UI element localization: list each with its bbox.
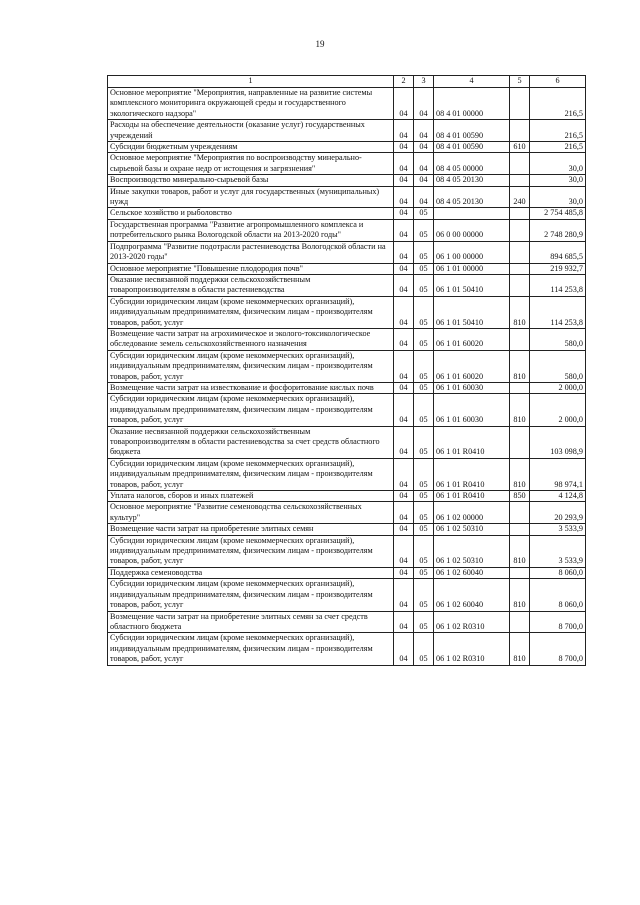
row-target-article-cell: 08 4 05 00000 bbox=[434, 153, 510, 175]
row-expense-type-cell bbox=[510, 611, 530, 633]
table-row bbox=[108, 524, 586, 535]
row-target-article-cell: 06 1 01 50410 bbox=[434, 296, 510, 328]
row-section-cell: 04 bbox=[394, 153, 414, 175]
row-target-article-cell: 08 4 01 00000 bbox=[434, 88, 510, 120]
table-row bbox=[108, 208, 586, 219]
row-sum-cell: 2 748 280,9 bbox=[530, 219, 586, 241]
row-target-article-cell: 06 1 01 60020 bbox=[434, 328, 510, 350]
row-sum-cell: 216,5 bbox=[530, 142, 586, 153]
row-sum-cell: 216,5 bbox=[530, 120, 586, 142]
row-section-cell: 04 bbox=[394, 186, 414, 208]
header-col-5: 5 bbox=[510, 76, 530, 88]
row-target-article-cell: 06 1 01 R0410 bbox=[434, 426, 510, 458]
row-sum-cell: 3 533,9 bbox=[530, 524, 586, 535]
row-subsection-cell: 04 bbox=[414, 142, 434, 153]
row-target-article-cell: 06 1 01 60030 bbox=[434, 394, 510, 426]
row-target-article-cell: 06 1 01 00000 bbox=[434, 263, 510, 274]
row-section-cell: 04 bbox=[394, 567, 414, 578]
row-subsection-cell: 05 bbox=[414, 524, 434, 535]
row-expense-type-cell bbox=[510, 524, 530, 535]
row-expense-type-cell bbox=[510, 219, 530, 241]
row-name-cell: Государственная программа "Развитие агропромышленного комплекса и потребительского рынка Вологодской области на 2013-2020 годы" bbox=[108, 219, 394, 241]
row-expense-type-cell: 810 bbox=[510, 579, 530, 611]
row-sum-cell: 2 000,0 bbox=[530, 382, 586, 393]
row-subsection-cell: 05 bbox=[414, 208, 434, 219]
table-row bbox=[108, 296, 586, 328]
table-row bbox=[108, 491, 586, 502]
row-name-cell: Возмещение части затрат на приобретение элитных семян bbox=[108, 524, 394, 535]
row-expense-type-cell bbox=[510, 88, 530, 120]
row-expense-type-cell bbox=[510, 382, 530, 393]
row-expense-type-cell: 240 bbox=[510, 186, 530, 208]
row-section-cell: 04 bbox=[394, 88, 414, 120]
row-sum-cell: 894 685,5 bbox=[530, 241, 586, 263]
row-section-cell: 04 bbox=[394, 491, 414, 502]
row-name-cell: Субсидии бюджетным учреждениям bbox=[108, 142, 394, 153]
table-row bbox=[108, 535, 586, 567]
row-target-article-cell: 06 1 01 60020 bbox=[434, 350, 510, 382]
row-expense-type-cell bbox=[510, 502, 530, 524]
table-row bbox=[108, 633, 586, 665]
row-subsection-cell: 05 bbox=[414, 633, 434, 665]
table-row bbox=[108, 611, 586, 633]
row-name-cell: Субсидии юридическим лицам (кроме некоммерческих организаций), индивидуальным предпринимателям, физическим лицам - производителям товаров, работ, услуг bbox=[108, 296, 394, 328]
row-section-cell: 04 bbox=[394, 579, 414, 611]
table-row bbox=[108, 274, 586, 296]
row-name-cell: Оказание несвязанной поддержки сельскохозяйственным товаропроизводителям в области растениеводства bbox=[108, 274, 394, 296]
row-subsection-cell: 04 bbox=[414, 88, 434, 120]
table-body bbox=[108, 88, 586, 666]
row-target-article-cell: 06 1 01 60030 bbox=[434, 382, 510, 393]
row-expense-type-cell bbox=[510, 153, 530, 175]
row-sum-cell: 580,0 bbox=[530, 328, 586, 350]
row-name-cell: Подпрограмма "Развитие подотрасли растениеводства Вологодской области на 2013-2020 годы" bbox=[108, 241, 394, 263]
row-subsection-cell: 04 bbox=[414, 120, 434, 142]
table-row bbox=[108, 219, 586, 241]
row-expense-type-cell: 810 bbox=[510, 296, 530, 328]
row-target-article-cell: 06 1 02 50310 bbox=[434, 535, 510, 567]
row-section-cell: 04 bbox=[394, 394, 414, 426]
row-sum-cell: 580,0 bbox=[530, 350, 586, 382]
row-name-cell: Субсидии юридическим лицам (кроме некоммерческих организаций), индивидуальным предпринимателям, физическим лицам - производителям товаров, работ, услуг bbox=[108, 535, 394, 567]
row-section-cell: 04 bbox=[394, 502, 414, 524]
row-subsection-cell: 05 bbox=[414, 502, 434, 524]
row-target-article-cell: 06 1 00 00000 bbox=[434, 241, 510, 263]
row-expense-type-cell: 810 bbox=[510, 633, 530, 665]
budget-table bbox=[107, 75, 586, 666]
row-name-cell: Поддержка семеноводства bbox=[108, 567, 394, 578]
row-name-cell: Возмещение части затрат на агрохимическое и эколого-токсикологическое обследование земель сельскохозяйственного назначения bbox=[108, 328, 394, 350]
row-target-article-cell: 06 1 02 00000 bbox=[434, 502, 510, 524]
row-name-cell: Субсидии юридическим лицам (кроме некоммерческих организаций), индивидуальным предпринимателям, физическим лицам - производителям товаров, работ, услуг bbox=[108, 633, 394, 665]
table-row bbox=[108, 382, 586, 393]
row-subsection-cell: 05 bbox=[414, 241, 434, 263]
row-subsection-cell: 05 bbox=[414, 579, 434, 611]
row-subsection-cell: 05 bbox=[414, 382, 434, 393]
row-section-cell: 04 bbox=[394, 120, 414, 142]
table-row bbox=[108, 153, 586, 175]
row-name-cell: Возмещение части затрат на известкование и фосфоритование кислых почв bbox=[108, 382, 394, 393]
row-subsection-cell: 05 bbox=[414, 394, 434, 426]
table-row bbox=[108, 175, 586, 186]
row-sum-cell: 30,0 bbox=[530, 153, 586, 175]
row-name-cell: Иные закупки товаров, работ и услуг для государственных (муниципальных) нужд bbox=[108, 186, 394, 208]
row-subsection-cell: 04 bbox=[414, 153, 434, 175]
row-expense-type-cell: 810 bbox=[510, 535, 530, 567]
row-name-cell: Субсидии юридическим лицам (кроме некоммерческих организаций), индивидуальным предпринимателям, физическим лицам - производителям товаров, работ, услуг bbox=[108, 458, 394, 490]
row-expense-type-cell: 810 bbox=[510, 458, 530, 490]
row-subsection-cell: 05 bbox=[414, 426, 434, 458]
row-section-cell: 04 bbox=[394, 611, 414, 633]
row-target-article-cell: 06 1 02 50310 bbox=[434, 524, 510, 535]
header-col-2: 2 bbox=[394, 76, 414, 88]
row-expense-type-cell: 810 bbox=[510, 350, 530, 382]
row-section-cell: 04 bbox=[394, 274, 414, 296]
table-row bbox=[108, 263, 586, 274]
row-section-cell: 04 bbox=[394, 633, 414, 665]
row-name-cell: Основное мероприятие "Повышение плодородия почв" bbox=[108, 263, 394, 274]
row-expense-type-cell bbox=[510, 328, 530, 350]
table-row bbox=[108, 579, 586, 611]
row-sum-cell: 8 060,0 bbox=[530, 567, 586, 578]
row-name-cell: Основное мероприятие "Мероприятия по воспроизводству минерально-сырьевой базы и охране недр от истощения и загрязнения" bbox=[108, 153, 394, 175]
row-section-cell: 04 bbox=[394, 142, 414, 153]
table-row bbox=[108, 241, 586, 263]
row-expense-type-cell bbox=[510, 263, 530, 274]
row-section-cell: 04 bbox=[394, 328, 414, 350]
row-subsection-cell: 05 bbox=[414, 296, 434, 328]
row-target-article-cell: 06 1 01 50410 bbox=[434, 274, 510, 296]
row-sum-cell: 103 098,9 bbox=[530, 426, 586, 458]
row-target-article-cell: 08 4 05 20130 bbox=[434, 186, 510, 208]
row-subsection-cell: 05 bbox=[414, 611, 434, 633]
row-expense-type-cell bbox=[510, 241, 530, 263]
row-subsection-cell: 04 bbox=[414, 175, 434, 186]
row-target-article-cell: 06 1 01 R0410 bbox=[434, 458, 510, 490]
row-name-cell: Сельское хозяйство и рыболовство bbox=[108, 208, 394, 219]
row-sum-cell: 30,0 bbox=[530, 175, 586, 186]
row-expense-type-cell bbox=[510, 175, 530, 186]
row-section-cell: 04 bbox=[394, 175, 414, 186]
row-section-cell: 04 bbox=[394, 208, 414, 219]
table-row bbox=[108, 502, 586, 524]
row-expense-type-cell bbox=[510, 274, 530, 296]
row-subsection-cell: 05 bbox=[414, 219, 434, 241]
row-section-cell: 04 bbox=[394, 241, 414, 263]
row-sum-cell: 4 124,8 bbox=[530, 491, 586, 502]
row-target-article-cell bbox=[434, 208, 510, 219]
row-sum-cell: 3 533,9 bbox=[530, 535, 586, 567]
row-sum-cell: 30,0 bbox=[530, 186, 586, 208]
row-sum-cell: 8 700,0 bbox=[530, 611, 586, 633]
row-name-cell: Воспроизводство минерально-сырьевой базы bbox=[108, 175, 394, 186]
row-subsection-cell: 05 bbox=[414, 567, 434, 578]
row-expense-type-cell bbox=[510, 567, 530, 578]
row-sum-cell: 8 700,0 bbox=[530, 633, 586, 665]
header-col-4: 4 bbox=[434, 76, 510, 88]
row-section-cell: 04 bbox=[394, 350, 414, 382]
row-section-cell: 04 bbox=[394, 524, 414, 535]
table-row bbox=[108, 328, 586, 350]
row-name-cell: Уплата налогов, сборов и иных платежей bbox=[108, 491, 394, 502]
row-expense-type-cell bbox=[510, 208, 530, 219]
table-row bbox=[108, 394, 586, 426]
row-name-cell: Субсидии юридическим лицам (кроме некоммерческих организаций), индивидуальным предпринимателям, физическим лицам - производителям товаров, работ, услуг bbox=[108, 350, 394, 382]
row-target-article-cell: 08 4 01 00590 bbox=[434, 120, 510, 142]
row-target-article-cell: 06 1 01 R0410 bbox=[434, 491, 510, 502]
header-col-3: 3 bbox=[414, 76, 434, 88]
row-name-cell: Оказание несвязанной поддержки сельскохозяйственным товаропроизводителям в области растениеводства за счет средств областного бюджета bbox=[108, 426, 394, 458]
row-expense-type-cell: 610 bbox=[510, 142, 530, 153]
row-name-cell: Расходы на обеспечение деятельности (оказание услуг) государственных учреждений bbox=[108, 120, 394, 142]
header-col-6: 6 bbox=[530, 76, 586, 88]
row-expense-type-cell: 850 bbox=[510, 491, 530, 502]
row-target-article-cell: 06 0 00 00000 bbox=[434, 219, 510, 241]
row-expense-type-cell: 810 bbox=[510, 394, 530, 426]
row-subsection-cell: 05 bbox=[414, 274, 434, 296]
row-subsection-cell: 05 bbox=[414, 328, 434, 350]
row-sum-cell: 20 293,9 bbox=[530, 502, 586, 524]
row-target-article-cell: 06 1 02 R0310 bbox=[434, 633, 510, 665]
row-section-cell: 04 bbox=[394, 263, 414, 274]
table-row bbox=[108, 142, 586, 153]
row-section-cell: 04 bbox=[394, 296, 414, 328]
row-sum-cell: 2 000,0 bbox=[530, 394, 586, 426]
row-subsection-cell: 05 bbox=[414, 350, 434, 382]
row-name-cell: Субсидии юридическим лицам (кроме некоммерческих организаций), индивидуальным предпринимателям, физическим лицам - производителям товаров, работ, услуг bbox=[108, 394, 394, 426]
row-name-cell: Возмещение части затрат на приобретение элитных семян за счет средств областного бюджета bbox=[108, 611, 394, 633]
row-subsection-cell: 05 bbox=[414, 491, 434, 502]
row-target-article-cell: 08 4 05 20130 bbox=[434, 175, 510, 186]
row-sum-cell: 216,5 bbox=[530, 88, 586, 120]
row-expense-type-cell bbox=[510, 426, 530, 458]
row-target-article-cell: 06 1 02 60040 bbox=[434, 567, 510, 578]
row-sum-cell: 8 060,0 bbox=[530, 579, 586, 611]
row-name-cell: Основное мероприятие "Развитие семеноводства сельскохозяйственных культур" bbox=[108, 502, 394, 524]
row-sum-cell: 114 253,8 bbox=[530, 296, 586, 328]
row-section-cell: 04 bbox=[394, 426, 414, 458]
row-section-cell: 04 bbox=[394, 219, 414, 241]
table-row bbox=[108, 458, 586, 490]
row-name-cell: Основное мероприятие "Мероприятия, направленные на развитие системы комплексного мониторинга окружающей среды и государственного экологического надзора" bbox=[108, 88, 394, 120]
row-sum-cell: 219 932,7 bbox=[530, 263, 586, 274]
row-target-article-cell: 06 1 02 R0310 bbox=[434, 611, 510, 633]
row-target-article-cell: 08 4 01 00590 bbox=[434, 142, 510, 153]
table-row bbox=[108, 426, 586, 458]
table-row bbox=[108, 186, 586, 208]
header-col-1: 1 bbox=[108, 76, 394, 88]
table-header-row bbox=[108, 76, 586, 88]
row-sum-cell: 98 974,1 bbox=[530, 458, 586, 490]
table-row bbox=[108, 350, 586, 382]
page-number: 19 bbox=[315, 39, 325, 49]
row-subsection-cell: 05 bbox=[414, 263, 434, 274]
row-subsection-cell: 05 bbox=[414, 458, 434, 490]
row-sum-cell: 2 754 485,8 bbox=[530, 208, 586, 219]
table-row bbox=[108, 120, 586, 142]
row-subsection-cell: 04 bbox=[414, 186, 434, 208]
row-expense-type-cell bbox=[510, 120, 530, 142]
row-sum-cell: 114 253,8 bbox=[530, 274, 586, 296]
table-row bbox=[108, 88, 586, 120]
row-name-cell: Субсидии юридическим лицам (кроме некоммерческих организаций), индивидуальным предпринимателям, физическим лицам - производителям товаров, работ, услуг bbox=[108, 579, 394, 611]
row-section-cell: 04 bbox=[394, 535, 414, 567]
row-section-cell: 04 bbox=[394, 458, 414, 490]
row-subsection-cell: 05 bbox=[414, 535, 434, 567]
table-row bbox=[108, 567, 586, 578]
row-section-cell: 04 bbox=[394, 382, 414, 393]
row-target-article-cell: 06 1 02 60040 bbox=[434, 579, 510, 611]
